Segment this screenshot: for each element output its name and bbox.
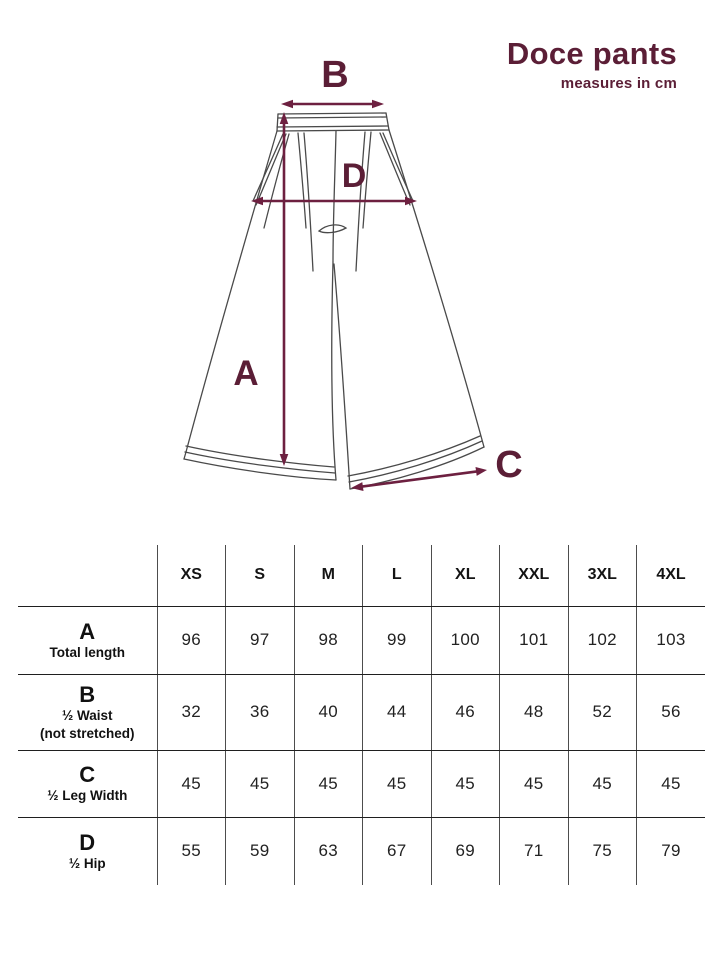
measurement-value: 45 [431,750,500,817]
measurement-value: 45 [294,750,363,817]
row-name: ½ Waist [61,708,113,724]
size-col-header-xxl: XXL [500,545,569,606]
measurement-value: 100 [431,606,500,674]
size-col-header-xl: XL [431,545,500,606]
measurement-value: 46 [431,674,500,750]
measurement-value: 103 [637,606,706,674]
measurement-value: 99 [363,606,432,674]
size-col-header-m: M [294,545,363,606]
row-letter: C [79,762,96,788]
row-name: Total length [49,644,125,660]
row-label-half-leg-width [18,750,157,817]
measurement-row-half-hip [18,817,705,885]
size-col-header-xs: XS [157,545,226,606]
measurement-value: 48 [500,674,569,750]
measurement-value: 71 [500,817,569,885]
measure-label-c: C [495,444,523,486]
measurement-value: 98 [294,606,363,674]
measurement-value: 44 [363,674,432,750]
measurement-value: 56 [637,674,706,750]
measure-label-a: A [233,354,259,393]
measurement-value: 52 [568,674,637,750]
measurement-value: 32 [157,674,226,750]
measurement-value: 45 [363,750,432,817]
measurement-value: 45 [500,750,569,817]
measurement-value: 63 [294,817,363,885]
measurement-value: 75 [568,817,637,885]
measurement-value: 102 [568,606,637,674]
row-letter: D [79,829,96,855]
waist-measure-arrow-b [281,100,384,109]
row-letter: A [79,618,96,644]
size-col-header-3xl: 3XL [568,545,637,606]
size-col-header-s: S [226,545,295,606]
size-table [18,545,705,885]
row-label-total-length [18,606,157,674]
measurement-value: 96 [157,606,226,674]
pants-line-drawing [184,113,484,489]
size-col-header-l: L [363,545,432,606]
measurement-value: 45 [568,750,637,817]
row-name: ½ Leg Width [47,788,128,804]
measurement-value: 59 [226,817,295,885]
page-title: Doce pants [506,36,677,71]
size-header-row [18,545,705,606]
measurement-value: 55 [157,817,226,885]
measurement-value: 40 [294,674,363,750]
measurement-value: 69 [431,817,500,885]
row-label-half-waist [18,674,157,750]
measure-label-d: D [341,157,367,195]
page-subtitle: measures in cm [560,75,677,92]
measurement-row-half-waist [18,674,705,750]
measurement-value: 45 [157,750,226,817]
table-corner-cell [18,545,157,606]
size-col-header-4xl: 4XL [637,545,706,606]
measurement-value: 45 [226,750,295,817]
measurement-value: 67 [363,817,432,885]
row-name: ½ Hip [68,856,106,872]
measurement-value: 36 [226,674,295,750]
row-letter: B [79,681,96,707]
measurement-value: 97 [226,606,295,674]
row-label-half-hip [18,817,157,885]
row-note: (not stretched) [40,725,135,741]
measurement-value: 101 [500,606,569,674]
measurement-row-total-length [18,606,705,674]
measurement-row-half-leg-width [18,750,705,817]
measurement-value: 45 [637,750,706,817]
measure-label-b: B [321,54,349,96]
measurement-value: 79 [637,817,706,885]
leg-width-measure-arrow-c [351,467,487,491]
